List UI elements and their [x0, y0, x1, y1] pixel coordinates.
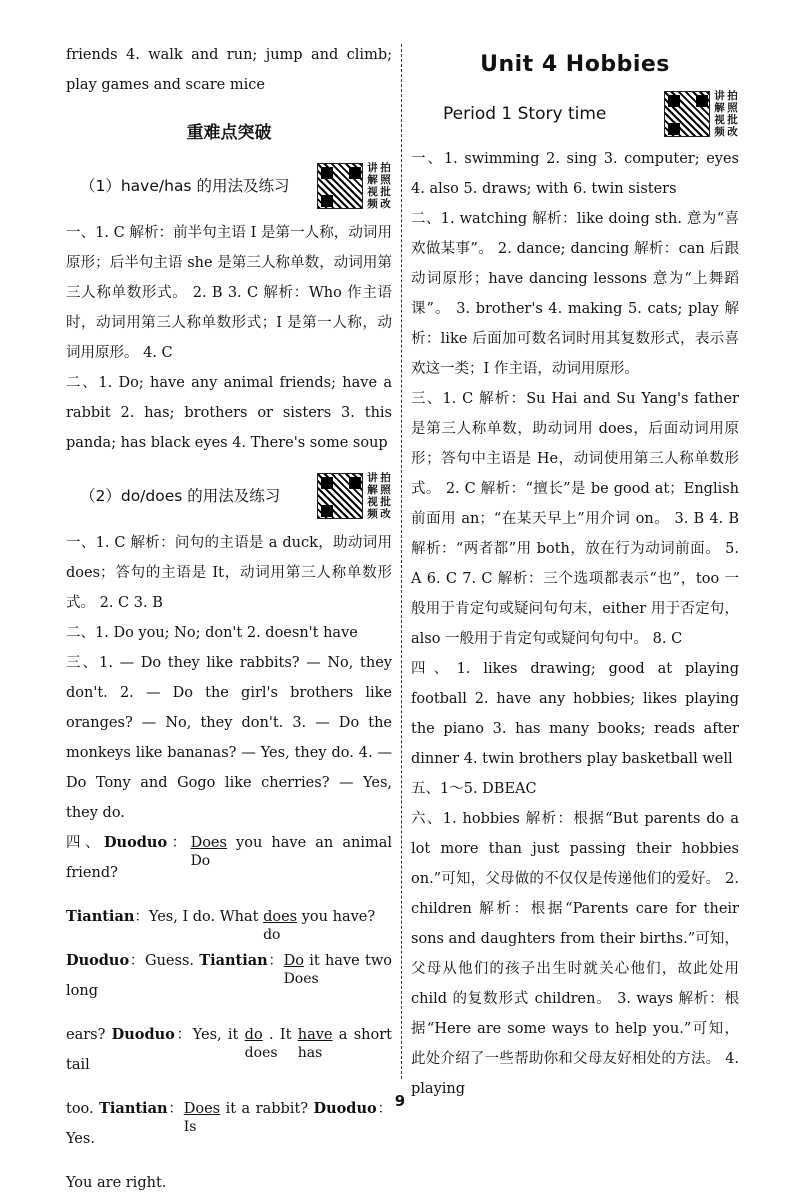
left-column — [66, 40, 392, 1198]
qr-label-char: 解 — [714, 102, 725, 114]
qr-label-char: 照 — [727, 102, 738, 114]
text: ：Guess. — [129, 953, 200, 969]
speaker: Duoduo — [111, 1026, 175, 1043]
subsection-title: （1）have/has 的用法及练习 — [80, 177, 290, 195]
qr-code-icon[interactable] — [664, 91, 710, 137]
qr-label-char: 讲 — [367, 472, 378, 484]
paragraph: 二、1. Do you; No; don't 2. doesn't have — [66, 625, 358, 641]
qr-code-block[interactable] — [317, 472, 392, 520]
correction — [244, 1020, 278, 1061]
qr-label-char: 拍 — [380, 162, 391, 174]
period-title: Period 1 Story time — [443, 104, 607, 124]
qr-label-char: 改 — [380, 198, 391, 210]
section-title: 重难点突破 — [186, 123, 272, 143]
corrected-word: Does — [283, 971, 319, 987]
paragraph: 六、1. hobbies 解析：根据“But parents do a lot more than just passing their hobbies on.”可知，父母做的不仅仅是传递他们的爱好。 2. children 解析：根据“Parents care for their sons and daughters from their births.”可知，父母从他们的孩子出生时就关心他们，故此处用 child 的复数形式 children。 3. ways 解析：根据“Here are some ways to help you.”可知，此处介绍了一些帮助你和父母友好相处的方法。 4. playing — [411, 811, 739, 1097]
qr-label-char: 拍 — [380, 472, 391, 484]
paragraph: 一、1. C 解析：前半句主语 I 是第一人称，动词用原形；后半句主语 she 是第三人称单数，动词用第三人称单数形式。 2. B 3. C 解析：Who 作主语时，动词用第三人称单数形式；I 是第一人称，动词用原形。 4. C — [66, 225, 392, 361]
speaker: Tiantian — [66, 908, 135, 925]
corrected-word: Is — [183, 1119, 197, 1135]
original-word: have — [297, 1027, 333, 1043]
correction — [297, 1020, 333, 1061]
qr-label-char: 视 — [367, 496, 378, 508]
qr-label-char: 拍 — [727, 90, 738, 102]
qr-label-char: 频 — [714, 126, 725, 138]
text: ears? — [66, 1027, 112, 1043]
right-column — [411, 40, 739, 1104]
dialogue-line — [66, 1020, 392, 1080]
qr-label-char: 批 — [380, 496, 391, 508]
qr-label-char: 讲 — [367, 162, 378, 174]
corrected-word: has — [297, 1045, 323, 1061]
qr-code-block[interactable] — [664, 90, 739, 138]
qr-code-icon[interactable] — [317, 473, 363, 519]
paragraph: 三、1. — Do they like rabbits? — No, they don't. 2. — Do the girl's brothers like oranges? — No, they don't. 3. — Do the monkeys like bananas? — Yes, they do. 4. — Do Tony and Gogo like cherries? — Yes, they do. — [66, 655, 392, 821]
text: too. — [66, 1101, 100, 1117]
qr-label-char: 照 — [380, 174, 391, 186]
qr-label-char: 频 — [367, 508, 378, 520]
text: you have an animal friend? — [66, 835, 392, 881]
corrected-word: does — [244, 1045, 278, 1061]
paragraph: 二、1. watching 解析：like doing sth. 意为“喜欢做某事”。 2. dance; dancing 解析：can 后跟动词原形；have dancing lessons 意为“上舞蹈课”。 3. brother's 4. making 5. cats; play 解析：like 后面加可数名词时用其复数形式，表示喜欢这一类；I 作主语，动词用原形。 — [411, 211, 739, 377]
qr-label-char: 批 — [380, 186, 391, 198]
text: ：Yes, I do. What — [134, 909, 264, 925]
text: ：Yes, it — [174, 1027, 245, 1043]
qr-label-char: 频 — [367, 198, 378, 210]
text: ： — [267, 953, 284, 969]
speaker: Duoduo — [66, 952, 130, 969]
paragraph: 四、1. likes drawing; good at playing football 2. have any hobbies; likes playing the piano 3. has many books; reads after dinner 4. twin brothers play basketball well — [411, 661, 739, 767]
qr-label-char: 照 — [380, 484, 391, 496]
original-word: do — [244, 1027, 263, 1043]
speaker: Tiantian — [99, 1100, 168, 1117]
speaker: Tiantian — [199, 952, 268, 969]
text: . It — [262, 1027, 298, 1043]
original-word: Does — [183, 1101, 221, 1117]
dialogue-line — [66, 902, 392, 943]
correction — [263, 902, 298, 943]
text: you have? — [297, 909, 376, 925]
qr-label-char: 讲 — [714, 90, 725, 102]
text: 四、 — [66, 835, 104, 851]
qr-label-char: 解 — [367, 484, 378, 496]
dialogue-line — [66, 946, 392, 1006]
paragraph: friends 4. walk and run; jump and climb; play games and scare mice — [66, 47, 392, 93]
qr-label — [366, 162, 392, 210]
correction — [283, 946, 319, 987]
qr-label-char: 视 — [714, 114, 725, 126]
subsection-title: （2）do/does 的用法及练习 — [80, 487, 281, 505]
qr-label-char: 批 — [727, 114, 738, 126]
paragraph: 三、1. C 解析：Su Hai and Su Yang's father 是第三人称单数，助动词用 does，后面动词用原形；答句中主语是 He，动词使用第三人称单数形式。 2. C 解析：“擅长”是 be good at；English 前面用 an；“在某天早上”用介词 on。 3. B 4. B 解析：“两者都”用 both，放在行为动词前面。 5. A 6. C 7. C 解析：三个选项都表示“也”，too 一般用于肯定句或疑问句句末，either 用于否定句，also 一般用于肯定句或疑问句句中。 8. C — [411, 391, 739, 647]
paragraph: 一、1. swimming 2. sing 3. computer; eyes 4. also 5. draws; with 6. twin sisters — [411, 151, 739, 197]
column-divider — [401, 44, 402, 1079]
text: ：Yes. — [66, 1101, 393, 1147]
dialogue-line — [66, 828, 392, 888]
text: it a rabbit? — [220, 1101, 314, 1117]
original-word: Does — [190, 835, 227, 851]
page-number: 9 — [394, 1092, 406, 1110]
text: a short tail — [66, 1027, 392, 1073]
original-word: does — [263, 909, 298, 925]
text: ： — [167, 835, 191, 851]
speaker: Duoduo — [313, 1100, 377, 1117]
corrected-word: Do — [190, 853, 211, 869]
qr-label-char: 视 — [367, 186, 378, 198]
subsection-header — [66, 472, 392, 520]
text: it have two long — [66, 953, 392, 999]
original-word: Do — [283, 953, 304, 969]
qr-code-block[interactable] — [317, 162, 392, 210]
qr-label — [366, 472, 392, 520]
speaker: Duoduo — [103, 834, 168, 851]
paragraph: 五、1～5. DBEAC — [411, 781, 537, 797]
unit-title: Unit 4 Hobbies — [480, 52, 670, 77]
qr-code-icon[interactable] — [317, 163, 363, 209]
qr-label-char: 改 — [380, 508, 391, 520]
period-header — [411, 90, 739, 138]
qr-label-char: 改 — [727, 126, 738, 138]
paragraph: 二、1. Do; have any animal friends; have a rabbit 2. has; brothers or sisters 3. this panda; has black eyes 4. There's some soup — [66, 375, 392, 451]
dialogue-line: You are right. — [66, 1175, 167, 1191]
qr-label — [713, 90, 739, 138]
qr-label-char: 解 — [367, 174, 378, 186]
paragraph: 一、1. C 解析：问句的主语是 a duck，助动词用 does；答句的主语是 It，动词用第三人称单数形式。 2. C 3. B — [66, 535, 392, 611]
text: ： — [167, 1101, 184, 1117]
subsection-header — [66, 162, 392, 210]
corrected-word: do — [263, 927, 281, 943]
correction — [190, 828, 227, 869]
